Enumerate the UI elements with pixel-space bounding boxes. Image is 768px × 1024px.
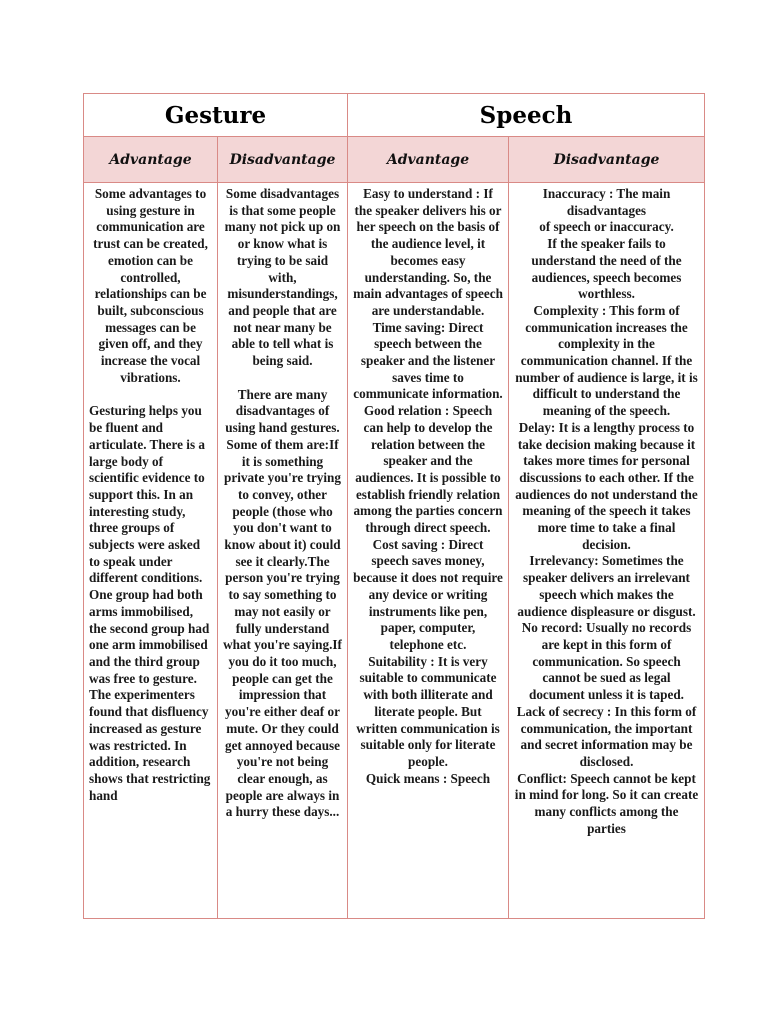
content-row [84, 183, 704, 918]
gesture-disadvantage-text-2: There are many disadvantages of using hand gestures. Some of them are:If it is something private you're trying to convey, other people (those who you don't want to know about it) could see it clearly.The person you're trying to say something to may not easily or fully understand what you're saying.If you do it too much, people can get the impression that you're either deaf or mute. Or they could get annoyed because you're not being clear enough, as people are always in a hurry these days... [223, 386, 346, 820]
gesture-disadvantage-cell [218, 183, 348, 918]
gesture-disadvantage-text-1: Some disadvantages is that some people many not pick up on or know what is trying to be said with, misunderstandings, and people that are not near many be able to tell what is being said. [224, 186, 344, 369]
gesture-advantage-header: Advantage [84, 137, 218, 182]
gesture-disadvantage-header: Disadvantage [218, 137, 348, 182]
gesture-advantage-text-1: Some advantages to using gesture in communication are trust can be created, emotion can be controlled, relationships can be built, subconscious messages can be given off, and they increase the vocal vibrations. [93, 186, 212, 385]
comparison-table [83, 93, 705, 919]
gesture-advantage-text-2: Gesturing helps you be fluent and articulate. There is a large body of scientific evidence to support this. In an interesting study, three groups of subjects were asked to speak under different conditions. One group had both arms immobilised, the second group had one arm immobilised and the third group was free to gesture. The experimenters found that disfluency increased as gesture was restricted. In addition, research shows that restricting hand [89, 403, 214, 803]
subheader-row [84, 137, 704, 183]
speech-header: Speech [479, 101, 573, 129]
gesture-header: Gesture [84, 94, 348, 136]
speech-advantage-cell [348, 183, 509, 918]
speech-advantage-text: Easy to understand : If the speaker delivers his or her speech on the basis of the audience level, it becomes easy understanding. So, the main advantages of speech are understandable. Time saving: Direct speech between the speaker and the listener saves time to communicate information. Good relation : Speech can help to develop the relation between the speaker and the audiences. It is possible to establish friendly relation among the parties concern through direct speech. Cost saving : Direct speech saves money, because it does not require any device or writing instruments like pen, paper, computer, telephone etc. Suitability : It is very suitable to communicate with both illiterate and literate people. But written communication is suitable only for literate people. Quick means : Speech [353, 186, 503, 786]
speech-advantage-header: Advantage [348, 137, 509, 182]
speech-disadvantage-cell [509, 183, 704, 918]
speech-disadvantage-header: Disadvantage [553, 151, 660, 168]
speech-disadvantage-text: Inaccuracy : The main disadvantages of speech or inaccuracy. If the speaker fails to understand the need of the audiences, speech becomes worthless. Complexity : This form of communication increases the complexity in the communication channel. If the number of audience is large, it is difficult to understand the meaning of the speech. Delay: It is a lengthy process to take decision making because it takes more times for personal discussions to each other. If the audiences do not understand the meaning of the speech it takes more time to take a final decision. Irrelevancy: Sometimes the speaker delivers an irrelevant speech which makes the audience displeasure or disgust. No record: Usually no records are kept in this form of communication. So speech cannot be sued as legal document unless it is taped. Lack of secrecy : In this form of communication, the important and secret information may be disclosed. Conflict: Speech cannot be kept in mind for long. So it can create many conflicts among the parties [514, 186, 699, 836]
header-row [84, 94, 704, 137]
gesture-advantage-cell [84, 183, 218, 918]
